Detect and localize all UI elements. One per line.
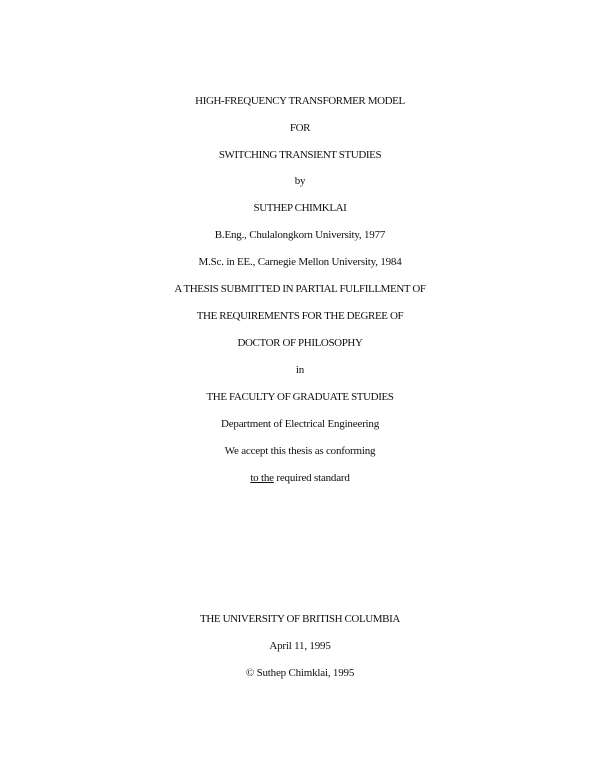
previous-degree-1: B.Eng., Chulalongkorn University, 1977 xyxy=(214,229,386,241)
acceptance-line-1: We accept this thesis as conforming xyxy=(224,445,376,457)
thesis-statement-line-1: A THESIS SUBMITTED IN PARTIAL FULFILLMENT OF xyxy=(174,283,426,295)
copyright-notice: © Suthep Chimklai, 1995 xyxy=(245,667,355,679)
previous-degree-2: M.Sc. in EE., Carnegie Mellon University, 1984 xyxy=(198,256,402,268)
author-name: SUTHEP CHIMKLAI xyxy=(253,202,347,214)
degree-name: DOCTOR OF PHILOSOPHY xyxy=(237,337,363,349)
thesis-title-line-2: FOR xyxy=(289,122,311,134)
by-label: by xyxy=(294,175,306,187)
submission-date: April 11, 1995 xyxy=(269,640,331,652)
in-label: in xyxy=(295,364,305,376)
acceptance-line-2-rest: required standard xyxy=(273,472,350,484)
acceptance-line-2-prefix: to the xyxy=(250,472,274,484)
thesis-title-line-3: SWITCHING TRANSIENT STUDIES xyxy=(218,149,382,161)
thesis-title-line-1: HIGH-FREQUENCY TRANSFORMER MODEL xyxy=(195,95,405,107)
thesis-statement-line-2: THE REQUIREMENTS FOR THE DEGREE OF xyxy=(196,310,404,322)
acceptance-line-2 xyxy=(0,471,600,485)
faculty-name: THE FACULTY OF GRADUATE STUDIES xyxy=(206,391,394,403)
department-name: Department of Electrical Engineering xyxy=(220,418,380,430)
university-name: THE UNIVERSITY OF BRITISH COLUMBIA xyxy=(200,613,400,625)
